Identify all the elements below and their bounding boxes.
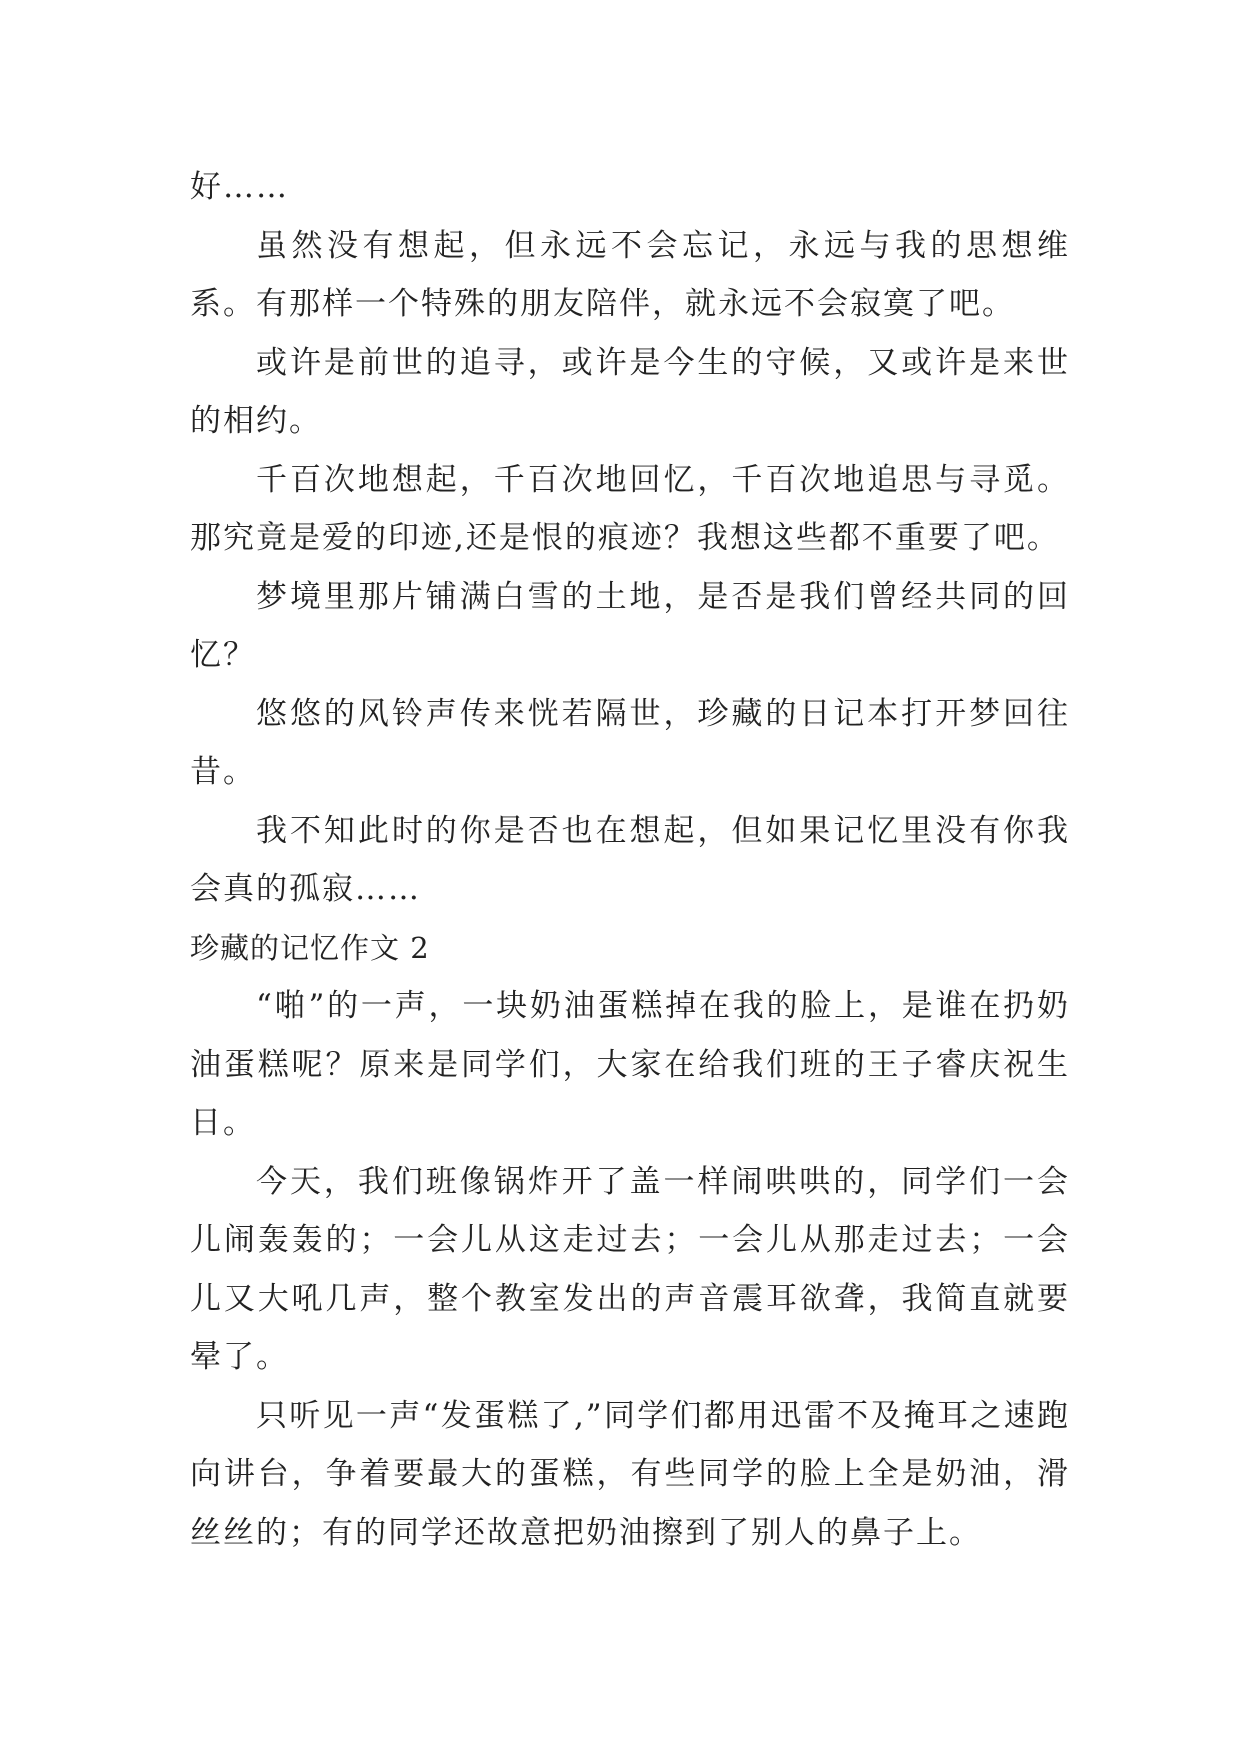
paragraph: 千百次地想起，千百次地回忆，千百次地追思与寻觅。那究竟是爱的印迹,还是恨的痕迹？我想这些都不重要了吧。 [190,461,1070,556]
paragraph: 或许是前世的追寻，或许是今生的守候，又或许是来世的相约。 [190,344,1070,439]
paragraph: 今天，我们班像锅炸开了盖一样闹哄哄的，同学们一会儿闹轰轰的；一会儿从这走过去；一会儿从那走过去；一会儿又大吼几声，整个教室发出的声音震耳欲聋，我简直就要晕了。 [190,1163,1070,1375]
section-heading: 珍藏的记忆作文 2 [190,930,430,965]
paragraph: “啪”的一声，一块奶油蛋糕掉在我的脸上，是谁在扔奶油蛋糕呢？原来是同学们，大家在给我们班的王子睿庆祝生日。 [190,988,1070,1141]
document-body [190,158,1070,1562]
paragraph: 虽然没有想起，但永远不会忘记，永远与我的思想维系。有那样一个特殊的朋友陪伴，就永远不会寂寞了吧。 [190,227,1070,322]
paragraph: 梦境里那片铺满白雪的土地，是否是我们曾经共同的回忆？ [190,578,1070,673]
paragraph: 只听见一声“发蛋糕了,”同学们都用迅雷不及掩耳之速跑向讲台，争着要最大的蛋糕，有些同学的脸上全是奶油，滑丝丝的；有的同学还故意把奶油擦到了别人的鼻子上。 [190,1397,1070,1551]
paragraph: 我不知此时的你是否也在想起，但如果记忆里没有你我会真的孤寂…… [190,812,1070,907]
paragraph-continuation: 好…… [190,169,289,205]
paragraph: 悠悠的风铃声传来恍若隔世，珍藏的日记本打开梦回往昔。 [190,695,1070,790]
